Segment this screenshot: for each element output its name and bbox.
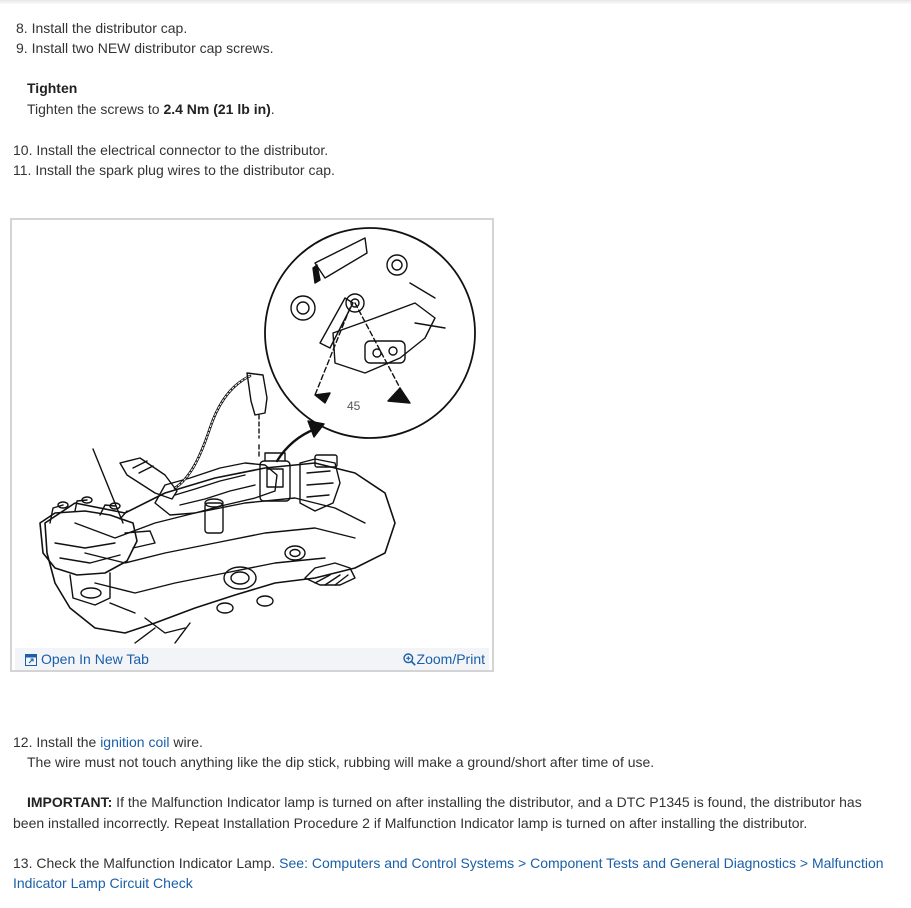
- distributor-installation-diagram[interactable]: [15, 223, 489, 648]
- new-tab-icon: [25, 654, 37, 666]
- mil-circuit-check-link-continued[interactable]: Indicator Lamp Circuit Check: [13, 875, 193, 891]
- step-number: 13.: [13, 855, 33, 871]
- spark-plug-wire-drawing: [120, 373, 267, 499]
- step-8: [16, 18, 187, 38]
- angle-label: 45: [347, 399, 361, 413]
- step-number: 11.: [13, 162, 32, 178]
- intake-manifold-drawing: [155, 453, 340, 533]
- tighten-spec: [27, 99, 275, 119]
- step-text-post: wire.: [169, 734, 203, 750]
- step-12: [13, 732, 203, 752]
- step-10: [13, 140, 328, 160]
- step-number: 10.: [13, 142, 33, 158]
- tighten-post: .: [270, 101, 275, 117]
- step-text: Install two NEW distributor cap screws.: [31, 40, 274, 56]
- step-9: [16, 38, 274, 58]
- tighten-pre: Tighten the screws to: [27, 101, 164, 117]
- ignition-coil-link[interactable]: ignition coil: [100, 734, 170, 750]
- step-13-link-continued: [13, 873, 193, 893]
- figure-footer: [15, 648, 489, 670]
- important-text-line2: been installed incorrectly. Repeat Installation Procedure 2 if Malfunction Indicator lamp is turned on after installing the distributor.: [13, 815, 808, 831]
- zoom-print-link[interactable]: [403, 648, 485, 670]
- open-in-new-tab-label: Open In New Tab: [41, 651, 149, 667]
- important-label: IMPORTANT:: [27, 794, 113, 810]
- step-number: 9.: [16, 40, 28, 56]
- step-text-pre: Install the: [36, 734, 101, 750]
- leader-line: [93, 449, 123, 523]
- open-in-new-tab-link[interactable]: [25, 648, 149, 670]
- distributor-drawing: [40, 497, 155, 605]
- step-text: Install the spark plug wires to the distributor cap.: [35, 162, 335, 178]
- engine-block-drawing: [45, 463, 395, 643]
- important-note-line1: [27, 792, 862, 812]
- step-11: [13, 160, 335, 180]
- step-text: Install the distributor cap.: [31, 20, 188, 36]
- step-text: Install the electrical connector to the distributor.: [36, 142, 329, 158]
- torque-value: 2.4 Nm (21 lb in): [163, 101, 271, 117]
- zoom-print-label: Zoom/Print: [416, 651, 485, 667]
- important-text-line1: If the Malfunction Indicator lamp is turned on after installing the distributor, and a DTC P1345 is found, the distributor has: [112, 794, 862, 810]
- step-12-note: The wire must not touch anything like the dip stick, rubbing will make a ground/short after time of use.: [27, 754, 655, 770]
- step-number: 8.: [16, 20, 28, 36]
- detail-circle: [265, 228, 475, 438]
- step-number: 12.: [13, 734, 33, 750]
- zoom-in-icon: [403, 653, 416, 666]
- tighten-heading: Tighten: [27, 80, 78, 96]
- mil-circuit-check-link[interactable]: See: Computers and Control Systems > Component Tests and General Diagnostics > Malfunction: [279, 855, 884, 871]
- figure-panel: [10, 218, 494, 672]
- step-text: Check the Malfunction Indicator Lamp.: [36, 855, 280, 871]
- step-13: [13, 853, 884, 873]
- top-shadow-bar: [0, 0, 911, 4]
